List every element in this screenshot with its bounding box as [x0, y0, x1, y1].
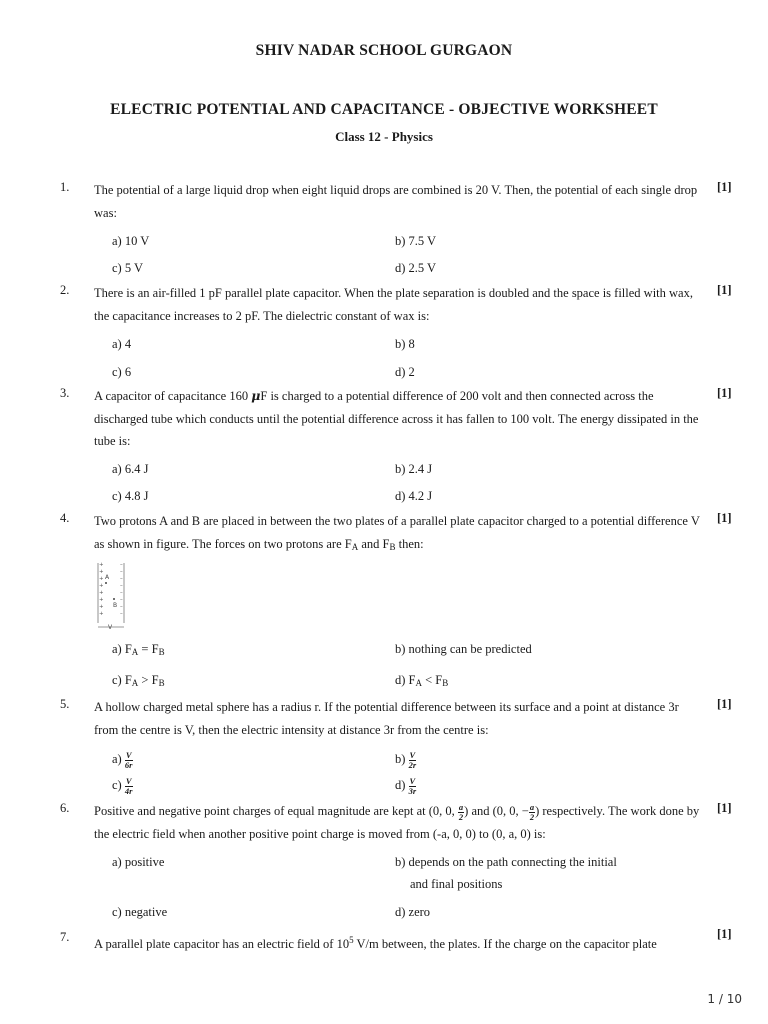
option-a: a) $F_A = F_B$: [112, 642, 165, 657]
option-c: c) negative: [112, 905, 168, 919]
label-v: V: [108, 624, 113, 631]
option-c: c) 6: [112, 365, 132, 379]
option-b: b) depends on the path connecting the initial: [395, 855, 617, 869]
question-marks: [1]: [717, 697, 732, 711]
capacitor-figure: [94, 561, 132, 631]
option-d: d) $\frac{V}{3r}$: [395, 775, 417, 796]
question-marks: [1]: [717, 801, 732, 815]
page-number: 1 / 10: [707, 992, 742, 1006]
option-b: b) 7.5 V: [395, 234, 437, 248]
svg-text:+: +: [99, 611, 104, 617]
worksheet-title: ELECTRIC POTENTIAL AND CAPACITANCE - OBJECTIVE WORKSHEET: [110, 101, 658, 118]
question-number: 7.: [60, 930, 70, 944]
option-b: b) $\frac{V}{2r}$: [395, 749, 417, 770]
fraction: $\frac{a}{2}$: [529, 801, 535, 822]
question-marks: [1]: [717, 283, 732, 297]
option-d: d) 2.5 V: [395, 261, 437, 275]
label-a: A: [105, 574, 110, 581]
option-a: a) $\frac{V}{6r}$: [112, 749, 133, 770]
svg-text:–: –: [120, 583, 123, 589]
question-number: 3.: [60, 386, 70, 400]
option-b: b) 2.4 J: [395, 462, 433, 476]
option-d: d) $F_A < F_B$: [395, 673, 449, 688]
option-c: c) 5 V: [112, 261, 144, 275]
option-a: a) positive: [112, 855, 165, 869]
option-a: a) 6.4 J: [112, 462, 149, 476]
fraction: $\frac{a}{2}$: [458, 801, 464, 822]
option-d: d) 2: [395, 365, 415, 379]
svg-text:+: +: [99, 597, 104, 603]
svg-text:–: –: [120, 597, 123, 603]
option-a: a) 10 V: [112, 234, 150, 248]
fraction: $\frac{V}{2r}$: [408, 749, 417, 770]
option-a: a) 4: [112, 337, 132, 351]
svg-text:–: –: [120, 590, 123, 596]
svg-text:+: +: [99, 604, 104, 610]
question-number: 4.: [60, 511, 70, 525]
option-c: c) $F_A > F_B$: [112, 673, 165, 688]
svg-text:–: –: [120, 562, 123, 568]
svg-text:–: –: [120, 576, 123, 582]
school-name: SHIV NADAR SCHOOL GURGAON: [255, 42, 513, 59]
question-marks: [1]: [717, 927, 732, 941]
question-text: The potential of a large liquid drop when eight liquid drops are combined is 20 V. Then, the potential of each single drop was:: [94, 183, 698, 220]
question-number: 6.: [60, 801, 70, 815]
option-b-continued: and final positions: [410, 877, 503, 891]
question-number: 5.: [60, 697, 70, 711]
option-c: c) 4.8 J: [112, 489, 149, 503]
fraction: $\frac{V}{4r}$: [124, 775, 133, 796]
svg-text:+: +: [99, 583, 104, 589]
svg-text:+: +: [99, 569, 104, 575]
question-text: Positive and negative point charges of equal magnitude are kept at (0, 0, $\frac{a}{2}$ ) and (0, 0, − $\frac{a}{2}$ ) respectively. The work done by the electric field when another positive point charge is moved from (-a, 0, 0) to (0, a, 0) is:: [94, 801, 700, 841]
fraction: $\frac{V}{3r}$: [408, 775, 417, 796]
question-marks: [1]: [717, 386, 732, 400]
fraction: $\frac{V}{6r}$: [124, 749, 133, 770]
question-marks: [1]: [717, 180, 732, 194]
option-d: d) zero: [395, 905, 431, 919]
option-b: b) 8: [395, 337, 415, 351]
svg-text:–: –: [120, 604, 123, 610]
question-text: Two protons A and B are placed in between the two plates of a parallel plate capacitor charged to a potential difference V as shown in figure. The forces on two protons are $F_A$ and $F_B$ then:: [94, 514, 700, 552]
svg-text:+: +: [99, 590, 104, 596]
question-text: There is an air-filled 1 pF parallel plate capacitor. When the plate separation is doubled and the space is filled with wax, the capacitance increases to 2 pF. The dielectric constant of wax is:: [94, 286, 693, 323]
label-b: B: [113, 602, 118, 609]
question-text: A capacitor of capacitance 160 μF is charged to a potential difference of 200 volt and then connected across the discharged tube which conducts until the potential difference across it has fallen to 100 volt. The energy dissipated in the tube is:: [94, 388, 699, 448]
option-c: c) $\frac{V}{4r}$: [112, 775, 133, 796]
question-number: 1.: [60, 180, 70, 194]
question-marks: [1]: [717, 511, 732, 525]
svg-text:–: –: [120, 611, 123, 617]
option-d: d) 4.2 J: [395, 489, 433, 503]
question-text: A hollow charged metal sphere has a radius r. If the potential difference between its surface and a point at distance 3r from the centre is V, then the electric intensity at distance 3r from the centre is:: [94, 700, 679, 737]
svg-text:+: +: [99, 576, 104, 582]
svg-text:+: +: [99, 562, 104, 568]
question-text: A parallel plate capacitor has an electric field of $10^5$ V/m between, the plates. If the charge on the capacitor plate: [94, 935, 657, 951]
svg-text:–: –: [120, 569, 123, 575]
mu-symbol: μ: [251, 388, 261, 403]
option-b: b) nothing can be predicted: [395, 642, 532, 656]
worksheet-subtitle: Class 12 - Physics: [335, 129, 433, 144]
question-number: 2.: [60, 283, 70, 297]
